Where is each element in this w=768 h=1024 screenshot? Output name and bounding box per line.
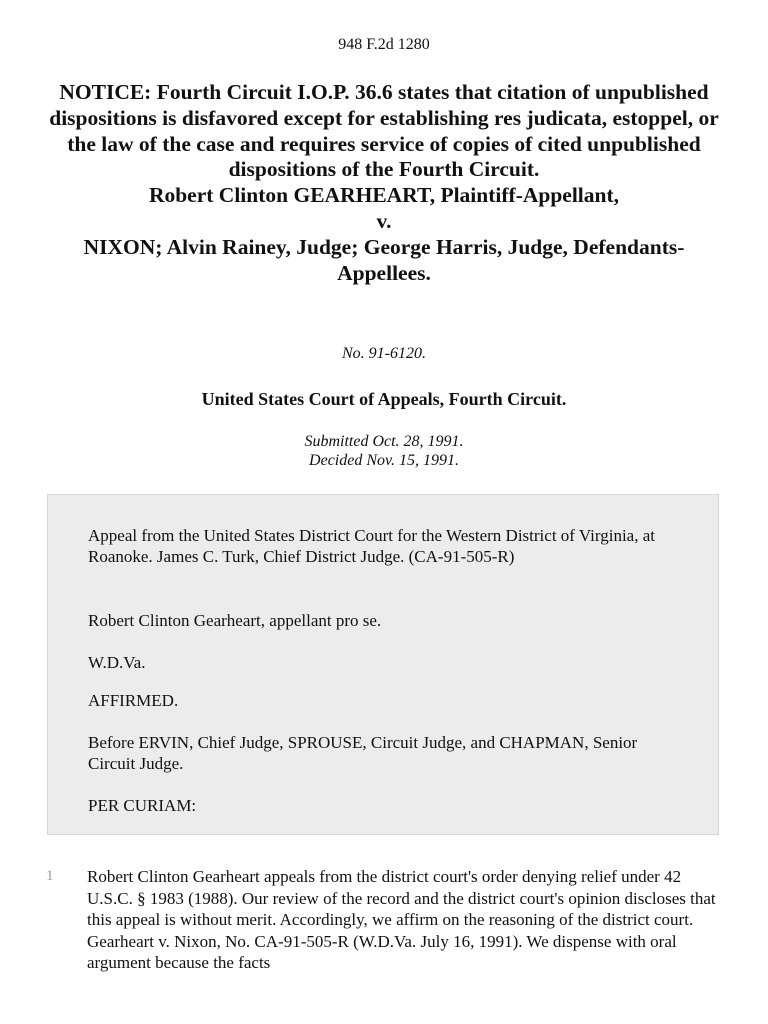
- court-name: United States Court of Appeals, Fourth Circuit.: [201, 389, 567, 409]
- versus-text: v.: [376, 208, 392, 233]
- case-citation: 948 F.2d 1280: [338, 36, 430, 53]
- appeal-from-text: Appeal from the United States District Court for the Western District of Virginia, at Roanoke. James C. Turk, Chief District Judge. (CA-91-505-R): [88, 526, 655, 566]
- per-curiam-text: PER CURIAM:: [88, 796, 197, 815]
- case-heading: [40, 80, 728, 286]
- decided-date: Decided Nov. 15, 1991.: [309, 452, 459, 469]
- disposition-text: AFFIRMED.: [88, 691, 179, 710]
- district-text: W.D.Va.: [88, 653, 146, 672]
- panel-text: Before ERVIN, Chief Judge, SPROUSE, Circuit Judge, and CHAPMAN, Senior Circuit Judge.: [88, 733, 638, 773]
- paragraph-text: Robert Clinton Gearheart appeals from the district court's order denying relief under 42 U.S.C. § 1983 (1988). Our review of the record and the district court's opinion discloses that this appeal is without merit. Accordingly, we affirm on the reasoning of the district court. Gearheart v. Nixon, No. CA-91-505-R (W.D.Va. July 16, 1991). We dispense with oral argument because the facts: [87, 867, 716, 972]
- notice-text: NOTICE: Fourth Circuit I.O.P. 36.6 states that citation of unpublished dispositions is disfavored except for establishing res judicata, estoppel, or the law of the case and requires service of copies of cited unpublished dispositions of the Fourth Circuit.: [49, 80, 719, 182]
- submitted-date: Submitted Oct. 28, 1991.: [304, 433, 464, 450]
- decision-dates: [0, 432, 768, 470]
- appellant-name: Robert Clinton GEARHEART, Plaintiff-Appellant,: [148, 183, 620, 208]
- paragraph-number: 1: [46, 868, 54, 884]
- appellees-names: NIXON; Alvin Rainey, Judge; George Harris, Judge, Defendants-Appellees.: [83, 234, 685, 285]
- docket-number: No. 91-6120.: [342, 345, 426, 362]
- counsel-text: Robert Clinton Gearheart, appellant pro se.: [88, 611, 382, 630]
- case-summary-box: [47, 494, 719, 835]
